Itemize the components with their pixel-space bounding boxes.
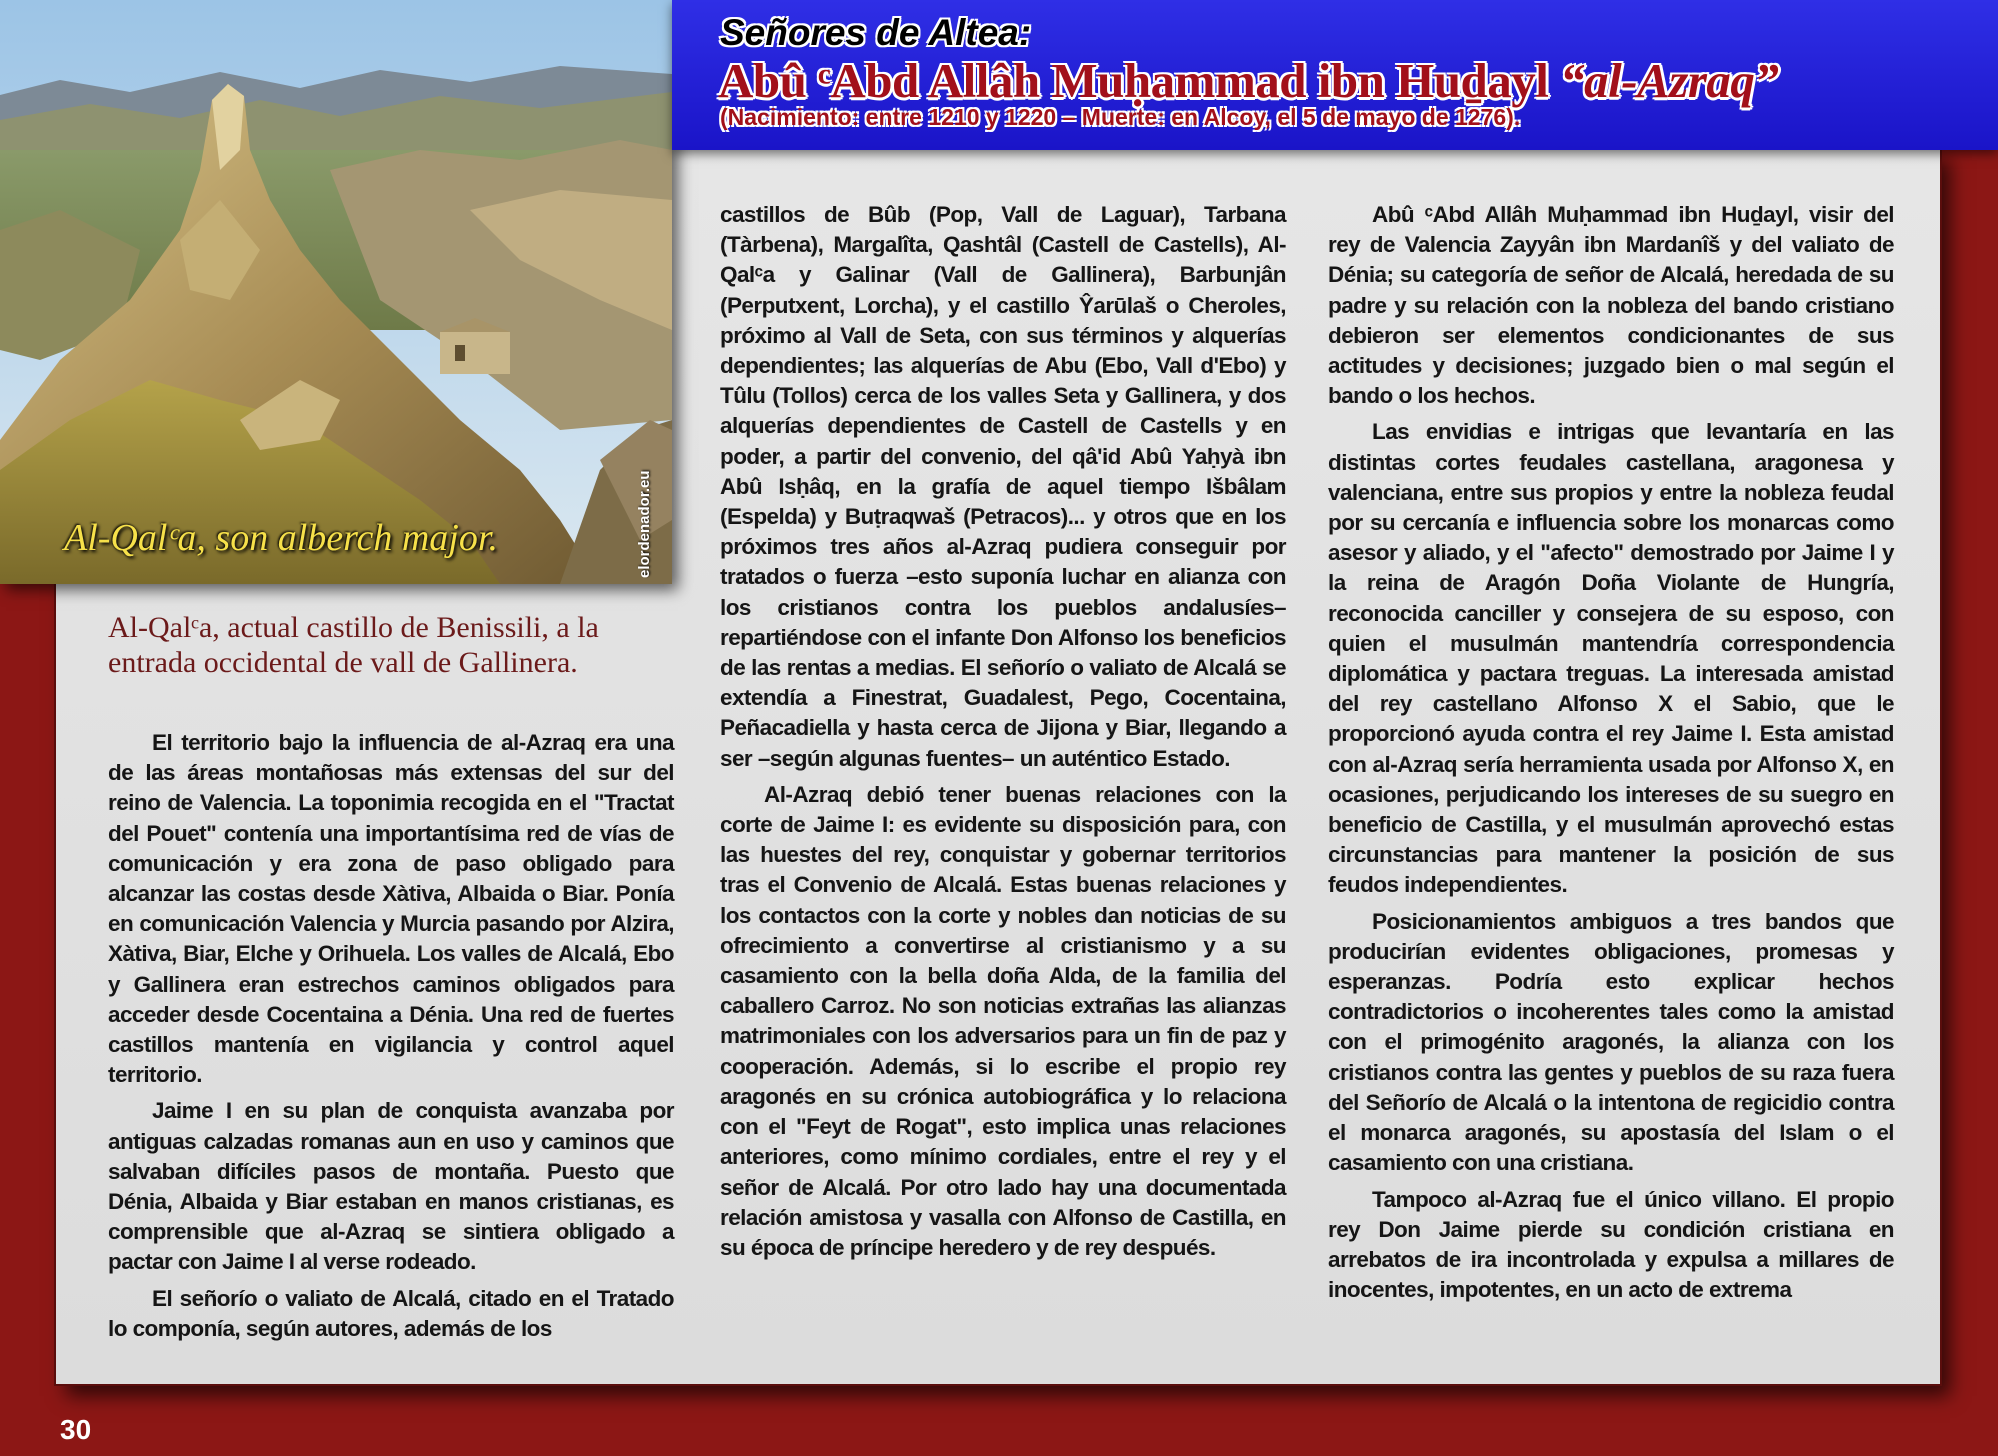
article-header: [672, 0, 1998, 150]
paragraph: El territorio bajo la influencia de al-Azraq era una de las áreas montañosas más extensas del sur del reino de Valencia. La toponimia recogida en el "Tractat del Pouet" contenía una importantísima red de vías de comunicación y era zona de paso obligado para alcanzar las costas desde Xàtiva, Albaida o Biar. Ponía en comunicación Valencia y Murcia pasando por Alzira, Xàtiva, Biar, Elche y Orihuela. Los valles de Alcalá, Ebo y Gallinera eran estrechos caminos obligados para acceder desde Cocentaina a Dénia. Una red de fuertes castillos mantenía en vigilancia y control aquel territorio.: [108, 730, 674, 1088]
title-nickname: “al-Azraq”: [1560, 53, 1779, 108]
paragraph: Jaime I en su plan de conquista avanzaba por antiguas calzadas romanas aun en uso y caminos que salvaban difíciles pasos de montaña. Puesto que Dénia, Albaida y Biar estaban en manos cristianas, es comprensible que al-Azraq se sintiera obligado a pactar con Jaime I al verse rodeado.: [108, 1098, 674, 1275]
castle-photo: [0, 0, 672, 584]
castle-landscape-image: [0, 0, 672, 584]
paragraph: Las envidias e intrigas que levantaría en las distintas cortes feudales castellana, aragonesa y valenciana, entre sus propios y entre la nobleza feudal por su cercanía e influencia sobre los monarcas como asesor y aliado, y el "afecto" demostrado por Jaime I y la reina de Aragón Doña Violante de Hungría, reconocida canciller y consejera de su esposo, con quien el musulmán mantendría correspondencia diplomática y pactara treguas. La interesada amistad del rey castellano Alfonso X el Sabio, que le proporcionó ayuda contra el rey Jaime I. Esta amistad con al-Azraq sería herramienta usada por Alfonso X, en ocasiones, perjudicando los intereses de su suegro en beneficio de Castilla, y el musulmán aprovechó estas circunstancias para mantener la posición de sus feudos independientes.: [1328, 419, 1894, 898]
article-dates: (Nacimiento: entre 1210 y 1220 – Muerte: en Alcoy, el 5 de mayo de 1276).: [720, 104, 1521, 130]
photo-subtitle: Al-Qalᶜa, actual castillo de Benissili, a la entrada occidental de vall de Gallinera.: [108, 611, 599, 679]
photo-caption: Al-Qalᶜa, son alberch major.: [64, 517, 498, 559]
article-title: [718, 52, 1778, 109]
photo-watermark: elordenador.eu: [636, 470, 653, 578]
text-column-2: [720, 200, 1286, 1269]
page-number: 30: [60, 1414, 92, 1445]
text-column-3: [1328, 200, 1894, 1311]
paragraph: Abû ᶜAbd Allâh Muḥammad ibn Huḏayl, visir del rey de Valencia Zayyân ibn Mardanîš y del valiato de Dénia; su categoría de señor de Alcalá, heredada de su padre y su relación con la nobleza del bando cristiano debieron ser elementos condicionantes de sus actitudes y decisiones; juzgado bien o mal según el bando o los hechos.: [1328, 202, 1894, 409]
text-column-1: [108, 728, 674, 1350]
title-name: Abû ᶜAbd Allâh Muḥammad ibn Huḏayl: [718, 53, 1549, 108]
series-title: Señores de Altea:: [720, 12, 1032, 53]
paragraph: El señorío o valiato de Alcalá, citado en el Tratado lo componía, según autores, además de los: [108, 1285, 674, 1341]
paragraph: Posicionamientos ambiguos a tres bandos que producirían evidentes obligaciones, promesas y esperanzas. Podría esto explicar hechos contradictorios o incoherentes tales como la amistad con el primogénito aragonés, la alianza con los cristianos contra las gentes y pueblos de su raza fuera del Señorío de Alcalá o la intentona de regicidio contra el monarca aragonés, su apostasía del Islam o el casamiento con una cristiana.: [1328, 908, 1894, 1176]
paragraph: castillos de Bûb (Pop, Vall de Laguar), Tarbana (Tàrbena), Margalîta, Qashtâl (Castell de Castells), Al-Qalᶜa y Galinar (Vall de Gallinera), Barbunjân (Perputxent, Lorcha), y el castillo Ŷarūlaš o Cheroles, próximo al Vall de Seta, con sus términos y alquerías dependientes; las alquerías de Abu (Ebo, Vall d'Ebo) y Tûlu (Tollos) cerca de los valles Seta y Gallinera, y dos alquerías dependientes de Castell de Castells y en poder, a partir del convenio, del qâ'id Abû Yaḥyà ibn Abû Isḥâq, en la grafía de aquel tiempo Išbâlam (Espelda) y Buṭraqwaš (Petracos)... y otros que en los próximos tres años al-Azraq pudiera conseguir por tratados o fuerza –esto suponía luchar en alianza con los cristianos contra los pueblos andalusíes– repartiéndose con el infante Don Alfonso los beneficios de las rentas a medias. El señorío o valiato de Alcalá se extendía a Finestrat, Guadalest, Pego, Cocentaina, Peñacadiella y hasta cerca de Jijona y Biar, llegando a ser –según algunas fuentes– un auténtico Estado.: [720, 202, 1286, 771]
paragraph: Tampoco al-Azraq fue el único villano. El propio rey Don Jaime pierde su condición cristiana en arrebatos de ira incontrolada y expulsa a millares de inocentes, impotentes, en un acto de extrema: [1328, 1186, 1894, 1303]
paragraph: Al-Azraq debió tener buenas relaciones con la corte de Jaime I: es evidente su disposición para, con las huestes del rey, conquistar y gobernar territorios tras el Convenio de Alcalá. Estas buenas relaciones y los contactos con la corte y nobles dan noticias de su ofrecimiento a convertirse al cristianismo y a su casamiento con la bella doña Alda, de la familia del caballero Carroz. No son noticias extrañas las alianzas matrimoniales con los adversarios para un fin de paz y cooperación. Además, si lo escribe el propio rey aragonés en su crónica autobiográfica y lo relaciona con el "Feyt de Rogat", esto implica unas relaciones anteriores, como mínimo cordiales, entre el rey y el señor de Alcalá. Por otro lado hay una documentada relación amistosa y vasalla con Alfonso de Castilla, en su época de príncipe heredero y de rey después.: [720, 781, 1286, 1260]
